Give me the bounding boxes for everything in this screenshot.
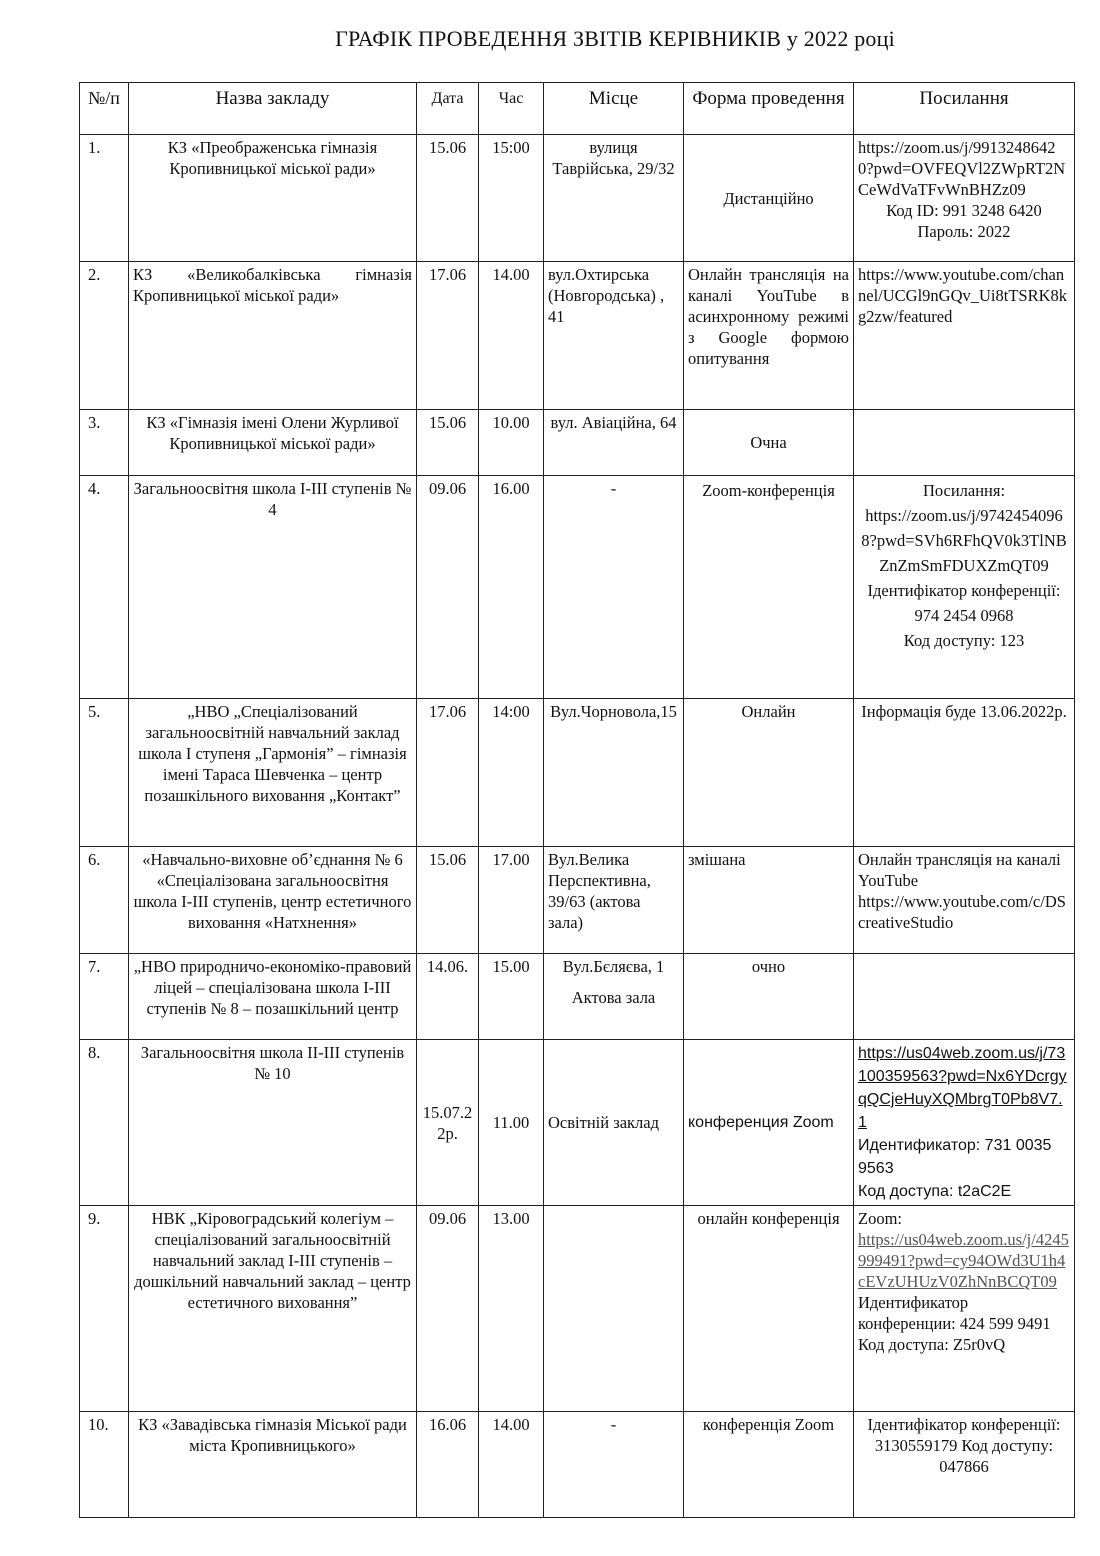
page-title: ГРАФІК ПРОВЕДЕННЯ ЗВІТІВ КЕРІВНИКІВ у 2022 році bbox=[335, 26, 895, 51]
header-link: Посилання bbox=[854, 83, 1075, 135]
header-name: Назва закладу bbox=[129, 83, 417, 135]
event-place: вул. Авіаційна, 64 bbox=[544, 410, 684, 476]
school-name: КЗ «Гімназія імені Олени Журливої Кропивницької міської ради» bbox=[129, 410, 417, 476]
event-form: онлайн конференція bbox=[684, 1206, 854, 1412]
event-link-id: Идентификатор конференции: 424 599 9491 bbox=[858, 1293, 1051, 1333]
row-num: 4. bbox=[80, 476, 129, 699]
school-name: КЗ «Завадівська гімназія Міської ради міста Кропивницького» bbox=[129, 1412, 417, 1518]
header-num: №/п bbox=[80, 83, 129, 135]
header-place: Місце bbox=[544, 83, 684, 135]
event-time: 15.00 bbox=[479, 954, 544, 1040]
event-place: Освітній заклад bbox=[544, 1040, 684, 1206]
event-link-label: Посилання: bbox=[922, 481, 1006, 500]
table-row bbox=[80, 410, 1075, 476]
row-num: 5. bbox=[80, 699, 129, 847]
event-date: 09.06 bbox=[417, 1206, 479, 1412]
school-name: „НВО природничо-економіко-правовий ліцей – спеціалізована школа І-ІІІ ступенів № 8 – позашкільний центр bbox=[129, 954, 417, 1040]
schedule-table bbox=[79, 82, 1075, 1518]
event-link-password: Пароль: 2022 bbox=[917, 222, 1011, 241]
school-name: НВК „Кіровоградський колегіум – спеціалізований загальноосвітній навчальний заклад І-ІІІ ступенів – дошкільний навчальний заклад – центр естетичного виховання” bbox=[129, 1206, 417, 1412]
event-link[interactable]: https://us04web.zoom.us/j/4245999491?pwd=cy94OWd3U1h4cEVzUHUzV0ZhNnBCQT09 bbox=[858, 1230, 1069, 1291]
event-time: 15:00 bbox=[479, 135, 544, 262]
event-place: вул.Охтирська (Новгородська) , 41 bbox=[544, 262, 684, 410]
event-time: 14:00 bbox=[479, 699, 544, 847]
event-place: Вул.Чорноволa,15 bbox=[544, 699, 684, 847]
event-form: конференция Zoom bbox=[684, 1040, 854, 1206]
event-place: - bbox=[544, 1412, 684, 1518]
event-link[interactable]: https://us04web.zoom.us/j/73100359563?pwd=Nx6YDcrgyqQCjeHuyXQMbrgT0Pb8V7.1 bbox=[858, 1045, 1067, 1131]
event-link-cell bbox=[854, 410, 1075, 476]
event-link-cell bbox=[854, 847, 1075, 954]
event-link[interactable]: https://www.youtube.com/channel/UCGl9nGQv_Ui8tTSRK8kg2zw/featured bbox=[858, 265, 1068, 326]
school-name: «Навчально-виховне об’єднання № 6 «Спеціалізована загальноосвітня школа І-ІІІ ступенів, центр естетичного виховання «Натхнення» bbox=[129, 847, 417, 954]
table-row bbox=[80, 847, 1075, 954]
row-num: 9. bbox=[80, 1206, 129, 1412]
event-form: Очна bbox=[684, 410, 854, 476]
row-num: 10. bbox=[80, 1412, 129, 1518]
table-row bbox=[80, 135, 1075, 262]
event-place bbox=[544, 1206, 684, 1412]
event-date: 15.07.22р. bbox=[417, 1040, 479, 1206]
event-time: 10.00 bbox=[479, 410, 544, 476]
event-time: 14.00 bbox=[479, 262, 544, 410]
header-row bbox=[80, 83, 1075, 135]
event-form: Zoom-конференція bbox=[684, 476, 854, 699]
header-date: Дата bbox=[417, 83, 479, 135]
row-num: 8. bbox=[80, 1040, 129, 1206]
event-date: 09.06 bbox=[417, 476, 479, 699]
header-form: Форма проведення bbox=[684, 83, 854, 135]
event-link-label: Онлайн трансляція на каналі YouTube bbox=[858, 850, 1061, 890]
event-form: очно bbox=[684, 954, 854, 1040]
event-date: 15.06 bbox=[417, 135, 479, 262]
table-row bbox=[80, 1412, 1075, 1518]
event-link-id: Идентификатор: 731 0035 9563 bbox=[858, 1137, 1052, 1177]
event-link[interactable]: https://www.youtube.com/c/DScreativeStudio bbox=[858, 892, 1066, 932]
table-row bbox=[80, 1206, 1075, 1412]
event-time: 11.00 bbox=[479, 1040, 544, 1206]
event-place-extra: Актова зала bbox=[571, 988, 656, 1007]
event-place: Вул.Бєляєва, 1 bbox=[562, 957, 665, 976]
event-time: 14.00 bbox=[479, 1412, 544, 1518]
event-link-label: Zoom: bbox=[858, 1209, 902, 1228]
row-num: 1. bbox=[80, 135, 129, 262]
event-time: 16.00 bbox=[479, 476, 544, 699]
event-form: змішана bbox=[684, 847, 854, 954]
event-date: 14.06. bbox=[417, 954, 479, 1040]
event-link-cell bbox=[854, 1206, 1075, 1412]
event-link-code: Код доступа: Z5r0vQ bbox=[858, 1335, 1006, 1354]
event-link-code: Код доступу: 123 bbox=[903, 631, 1025, 650]
event-time: 17.00 bbox=[479, 847, 544, 954]
event-link-cell: Інформація буде 13.06.2022р. bbox=[854, 699, 1075, 847]
event-time: 13.00 bbox=[479, 1206, 544, 1412]
school-name: КЗ «Преображенська гімназія Кропивницької міської ради» bbox=[129, 135, 417, 262]
table-row bbox=[80, 954, 1075, 1040]
event-date: 15.06 bbox=[417, 410, 479, 476]
event-link[interactable]: https://zoom.us/j/99132486420?pwd=OVFEQVl2ZWpRT2NCeWdVaTFvWnBHZz09 bbox=[858, 138, 1066, 199]
row-num: 2. bbox=[80, 262, 129, 410]
event-date: 17.06 bbox=[417, 262, 479, 410]
event-date: 15.06 bbox=[417, 847, 479, 954]
event-link-cell bbox=[854, 476, 1075, 699]
event-place-cell bbox=[544, 954, 684, 1040]
event-form: конференція Zoom bbox=[684, 1412, 854, 1518]
event-link-id: Ідентифікатор конференції: 974 2454 0968 bbox=[867, 581, 1061, 625]
row-num: 7. bbox=[80, 954, 129, 1040]
table-row bbox=[80, 262, 1075, 410]
row-num: 3. bbox=[80, 410, 129, 476]
header-time: Час bbox=[479, 83, 544, 135]
school-name: КЗ «Великобалківська гімназія Кропивницької міської ради» bbox=[129, 262, 417, 410]
event-link-id: Код ID: 991 3248 6420 bbox=[886, 201, 1042, 220]
event-form: Онлайн bbox=[684, 699, 854, 847]
table-row bbox=[80, 476, 1075, 699]
event-link-cell: Ідентифікатор конференції: 3130559179 Код доступу: 047866 bbox=[854, 1412, 1075, 1518]
event-date: 16.06 bbox=[417, 1412, 479, 1518]
table-row bbox=[80, 1040, 1075, 1206]
event-link-cell bbox=[854, 135, 1075, 262]
event-link-code: Код доступа: t2aC2E bbox=[858, 1183, 1012, 1200]
event-link-cell bbox=[854, 262, 1075, 410]
event-place: вулиця Таврійська, 29/32 bbox=[544, 135, 684, 262]
table-row bbox=[80, 699, 1075, 847]
event-form: Дистанційно bbox=[684, 135, 854, 262]
event-link[interactable]: https://zoom.us/j/97424540968?pwd=SVh6RFhQV0k3TlNBZnZmSmFDUXZmQT09 bbox=[861, 506, 1067, 575]
event-link-cell bbox=[854, 1040, 1075, 1206]
school-name: Загальноосвітня школа ІІ-ІІІ ступенів № 10 bbox=[129, 1040, 417, 1206]
school-name: Загальноосвітня школа І-ІІІ ступенів № 4 bbox=[129, 476, 417, 699]
event-place: - bbox=[544, 476, 684, 699]
event-place: Вул.Велика Перспективна, 39/63 (актова зала) bbox=[544, 847, 684, 954]
row-num: 6. bbox=[80, 847, 129, 954]
school-name: „НВО „Спеціалізований загальноосвітній навчальний заклад школа І ступеня „Гармонія” – гімназія імені Тараса Шевченка – центр позашкільного виховання „Контакт” bbox=[129, 699, 417, 847]
event-date: 17.06 bbox=[417, 699, 479, 847]
event-form: Онлайн трансляція на каналі YouTube в асинхронному режимі з Google формою опитування bbox=[684, 262, 854, 410]
event-link-cell bbox=[854, 954, 1075, 1040]
